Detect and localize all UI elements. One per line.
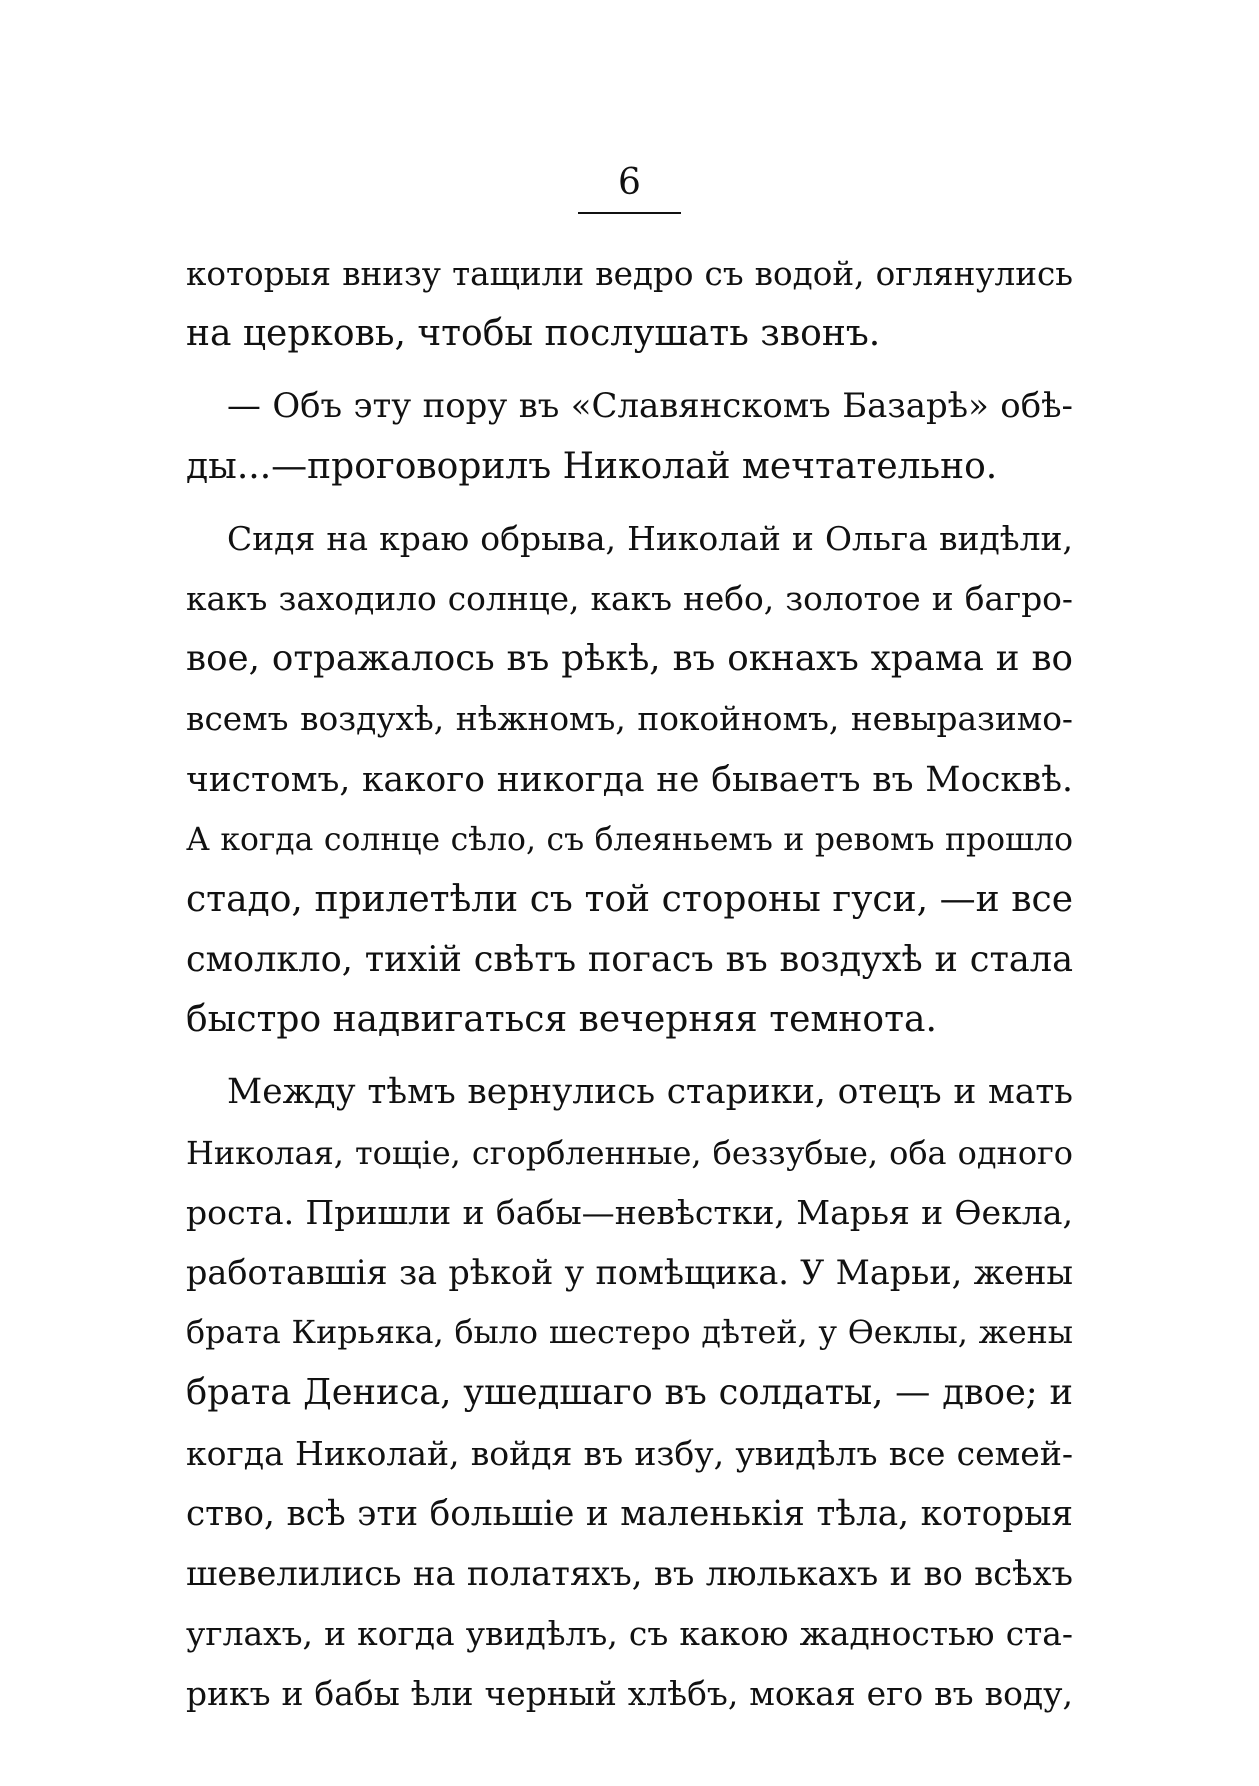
text-line: стадо, прилетѣли съ той стороны гуси, —и все — [186, 878, 1073, 920]
text-line: какъ заходило солнце, какъ небо, золотое и багро- — [186, 579, 1073, 618]
text-line: работавшія за рѣкой у помѣщика. У Марьи, жены — [186, 1253, 1073, 1292]
text-line: ство, всѣ эти большіе и маленькія тѣла, которыя — [186, 1493, 1073, 1534]
text-line: А когда солнце сѣло, съ блеяньемъ и ревомъ прошло — [186, 821, 1073, 858]
page-number-rule — [578, 212, 681, 214]
text-line: всемъ воздухѣ, нѣжномъ, покойномъ, невыразимо- — [186, 700, 1073, 739]
text-line: роста. Пришли и бабы—невѣстки, Марья и Ѳекла, — [186, 1192, 1073, 1232]
text-line: брата Кирьяка, было шестеро дѣтей, у Ѳеклы, жены — [186, 1315, 1073, 1352]
text-line: углахъ, и когда увидѣлъ, съ какою жадностью ста- — [186, 1614, 1073, 1654]
text-line: смолкло, тихій свѣтъ погасъ въ воздухѣ и стала — [186, 939, 1073, 981]
page-number: 6 — [618, 162, 641, 203]
text-line: рикъ и бабы ѣли черный хлѣбъ, мокая его въ воду, — [186, 1674, 1073, 1714]
text-line: Николая, тощіе, сгорбленные, беззубые, оба одного — [186, 1133, 1073, 1172]
text-line: чистомъ, какого никогда не бываетъ въ Москвѣ. — [186, 759, 1073, 800]
text-line: — Объ эту пору въ «Славянскомъ Базарѣ» обѣ- — [227, 386, 1073, 426]
text-line: на церковь, чтобы послушать звонъ. — [186, 313, 881, 355]
text-line: быстро надвигаться вечерняя темнота. — [186, 999, 937, 1041]
text-line: брата Дениса, ушедшаго въ солдаты, — двое; и — [186, 1372, 1073, 1414]
text-line: которыя внизу тащили ведро съ водой, оглянулись — [186, 255, 1073, 293]
text-line: Сидя на краю обрыва, Николай и Ольга видѣли, — [227, 518, 1073, 558]
text-line: ды...—проговорилъ Николай мечтательно. — [186, 445, 998, 487]
body-text — [186, 244, 1073, 1725]
text-line: вое, отражалось въ рѣкѣ, въ окнахъ храма и во — [186, 638, 1073, 680]
text-line: Между тѣмъ вернулись старики, отецъ и мать — [227, 1072, 1073, 1113]
text-line: когда Николай, войдя въ избу, увидѣлъ все семей- — [186, 1433, 1073, 1473]
text-line: шевелились на полатяхъ, въ люлькахъ и во всѣхъ — [186, 1553, 1073, 1593]
